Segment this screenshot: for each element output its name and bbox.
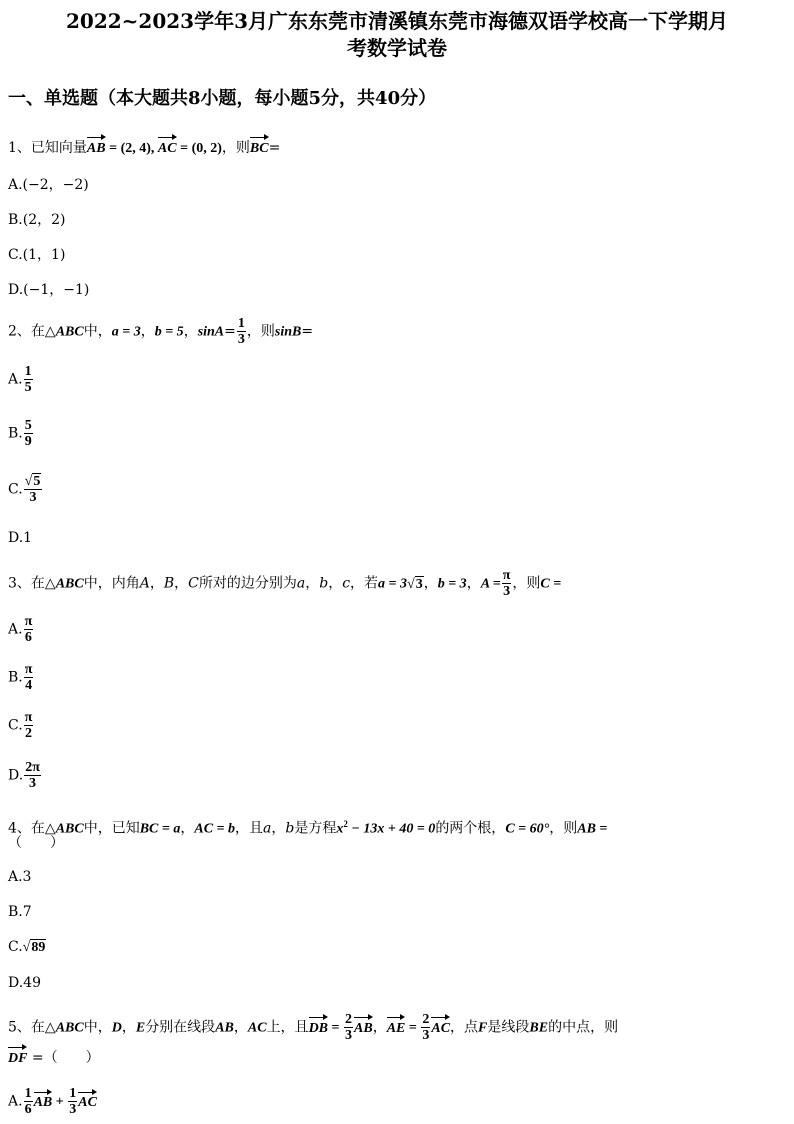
separator: ， <box>233 1019 248 1036</box>
fraction-denominator: 3 <box>29 490 37 505</box>
triangle-name: ABC <box>55 324 84 340</box>
vector-ab: AB <box>354 1014 373 1038</box>
triangle-name: ABC <box>55 821 84 837</box>
option-a <box>8 364 34 395</box>
condition-b: b = 3 <box>437 576 467 592</box>
separator: ， <box>183 323 198 340</box>
fraction-denominator: 9 <box>24 434 32 449</box>
question-4 <box>8 815 607 839</box>
fraction <box>24 614 34 645</box>
fraction-denominator: 3 <box>422 1028 430 1043</box>
option-c <box>8 710 34 741</box>
equals-sign: = <box>405 1020 421 1036</box>
question-text: ，则 <box>246 323 275 340</box>
option-label: B. <box>8 669 23 686</box>
separator: ， <box>466 575 481 592</box>
fraction <box>502 568 512 599</box>
question-text: 中， <box>83 1019 112 1036</box>
question-text: ，则 <box>549 820 578 837</box>
condition-a: a = 3 <box>378 576 408 592</box>
fraction-denominator: 3 <box>69 1102 77 1117</box>
option-c: C.(1，1) <box>8 247 66 263</box>
option-b <box>8 418 34 449</box>
condition-ac: AC = b <box>194 821 236 837</box>
option-d <box>8 760 42 791</box>
fraction-denominator: 6 <box>24 1102 32 1117</box>
fraction <box>24 418 33 449</box>
section-heading: 一、单选题（本大题共8小题，每小题5分，共40分） <box>8 88 437 109</box>
answer-paren: =（ ） <box>27 1050 100 1066</box>
option-b <box>8 662 34 693</box>
question-text: 所对的边分别为 <box>198 575 297 592</box>
question-number: 5、 <box>8 1019 31 1036</box>
question-text: 在△ <box>30 1019 56 1036</box>
vector-db: DB <box>309 1014 328 1038</box>
option-d: D.49 <box>8 975 41 991</box>
side-b: b <box>319 575 329 592</box>
exponent: 2 <box>343 819 348 829</box>
fraction-numerator: π <box>24 614 33 629</box>
segment-be: BE <box>529 1020 549 1036</box>
segment-ac: AC <box>247 1020 267 1036</box>
condition-a: a = 3 <box>111 324 141 340</box>
separator: ， <box>180 820 195 837</box>
fraction-numerator: π <box>502 568 511 583</box>
question-number: 3、 <box>8 575 31 592</box>
question-text: = <box>268 140 281 156</box>
question-number: 1、 <box>8 140 31 156</box>
question-3 <box>8 568 561 599</box>
fraction-numerator: 1 <box>237 316 245 331</box>
equation-rest: − 13x + 40 = 0 <box>347 821 436 837</box>
question-text: ，且 <box>235 820 264 837</box>
question-number: 4、 <box>8 820 31 837</box>
separator: ， <box>328 575 343 592</box>
radicand: 5 <box>33 474 41 489</box>
question-number: 2、 <box>8 323 31 340</box>
radicand: 89 <box>31 940 46 955</box>
option-a <box>8 1086 97 1117</box>
question-text: ，则 <box>221 140 250 156</box>
option-d: D.(−1，−1) <box>8 282 90 298</box>
fraction-numerator: π <box>24 710 33 725</box>
fraction-numerator <box>24 474 43 490</box>
condition-angle-a: A = <box>480 576 501 592</box>
question-text: 是方程 <box>294 820 337 837</box>
fraction-denominator: 3 <box>503 584 511 599</box>
fraction-numerator: 2 <box>422 1012 430 1027</box>
fraction-numerator: 1 <box>69 1086 77 1101</box>
fraction-denominator: 5 <box>24 380 32 395</box>
option-b: B.7 <box>8 904 32 920</box>
question-2 <box>8 316 313 347</box>
vector-ab: AB <box>34 1089 53 1111</box>
fraction-numerator: π <box>24 662 33 677</box>
condition-b: b = 5 <box>154 324 184 340</box>
question-1 <box>8 134 280 158</box>
question-text: 的中点，则 <box>548 1019 619 1036</box>
side-c: c <box>342 575 351 592</box>
equals-sign: = <box>328 1020 343 1036</box>
vector-ae: AE <box>387 1014 406 1038</box>
option-c <box>8 474 43 505</box>
separator: ， <box>271 820 286 837</box>
option-label: B. <box>8 425 23 442</box>
fraction <box>344 1012 353 1043</box>
question-text: 在△ <box>30 323 56 340</box>
fraction-numerator: 1 <box>24 1086 32 1101</box>
fraction <box>24 662 34 693</box>
fraction-numerator: 2π <box>25 760 40 775</box>
condition-angle-c: C = 60° <box>505 821 550 837</box>
side-a: a <box>296 575 306 592</box>
fraction <box>24 1086 33 1117</box>
question-text: 中，已知 <box>83 820 140 837</box>
point-e: E <box>135 1020 146 1036</box>
vector-bc: BC <box>250 134 269 158</box>
equals-sign: = <box>224 323 236 340</box>
angle-a: A <box>139 575 150 592</box>
question-text: 已知向量 <box>30 140 87 156</box>
question-5 <box>8 1012 618 1043</box>
variable-b: b <box>285 820 295 837</box>
question-text: 分别在线段 <box>145 1019 216 1036</box>
target-angle-c: C = <box>540 576 562 592</box>
fraction <box>68 1086 77 1117</box>
question-text: 在△ <box>30 820 56 837</box>
question-text: 在△ <box>30 575 56 592</box>
fraction-numerator: 2 <box>345 1012 352 1027</box>
option-d: D.1 <box>8 530 33 546</box>
fraction <box>421 1012 430 1043</box>
separator: ， <box>423 575 438 592</box>
plus-sign: + <box>52 1094 68 1110</box>
option-label: D. <box>8 767 24 784</box>
option-label: C. <box>8 717 23 734</box>
point-d: D <box>111 1020 122 1036</box>
square-root: √3 <box>407 576 423 592</box>
vector-ac: AC <box>78 1089 97 1111</box>
separator: ， <box>149 575 164 592</box>
vector-ac: AC <box>431 1014 450 1038</box>
equals-sign: = <box>301 323 314 340</box>
fraction-numerator: 1 <box>24 364 32 379</box>
sin-a: sinA <box>197 324 225 340</box>
answer-paren: （ ） <box>8 835 64 851</box>
condition-bc: BC = a <box>139 821 181 837</box>
triangle-name: ABC <box>55 576 84 592</box>
separator: ， <box>140 323 155 340</box>
question-text: ，若 <box>350 575 379 592</box>
exam-title-line2: 考数学试卷 <box>347 36 447 60</box>
exam-title-line1: 2022~2023学年3月广东东莞市清溪镇东莞市海德双语学校高一下学期月 <box>65 9 728 33</box>
fraction-denominator: 3 <box>237 332 245 347</box>
fraction-denominator: 3 <box>29 776 37 791</box>
equation-part: = (2, 4), <box>105 141 158 156</box>
vector-df: DF <box>8 1044 27 1068</box>
separator: ， <box>121 1019 136 1036</box>
target-ab: AB = <box>577 821 608 837</box>
angle-c: C <box>188 575 199 592</box>
radicand: 3 <box>415 576 423 592</box>
fraction-denominator: 2 <box>25 726 32 741</box>
variable-a: a <box>263 820 272 837</box>
point-f: F <box>478 1020 488 1036</box>
option-label: C. <box>8 481 23 498</box>
square-root: √5 <box>24 474 41 489</box>
option-a: A.3 <box>8 869 32 885</box>
equation-variable: x <box>336 821 344 837</box>
fraction <box>24 760 41 791</box>
question-text: ，点 <box>450 1019 479 1036</box>
option-label: A. <box>8 371 23 388</box>
separator: ， <box>305 575 320 592</box>
fraction-denominator: 4 <box>25 678 33 693</box>
fraction <box>24 474 43 505</box>
question-text: 的两个根， <box>435 820 506 837</box>
equation-part: = (0, 2) <box>176 141 222 156</box>
fraction-numerator: 5 <box>24 418 32 433</box>
question-text: 上，且 <box>266 1019 309 1036</box>
separator: ， <box>174 575 189 592</box>
option-label: A. <box>8 1093 23 1110</box>
square-root: √89 <box>22 940 46 955</box>
fraction <box>24 710 34 741</box>
question-text: ，则 <box>512 575 541 592</box>
segment-ab: AB <box>215 1020 234 1036</box>
option-a: A.(−2，−2) <box>8 177 89 193</box>
question-5-continued <box>8 1044 100 1068</box>
fraction-denominator: 6 <box>24 630 32 645</box>
question-text: 是线段 <box>487 1019 530 1036</box>
option-label: C. <box>8 939 23 955</box>
angle-b: B <box>163 575 175 592</box>
vector-ab: AB <box>87 134 106 158</box>
option-c <box>8 939 46 956</box>
sin-b: sinB <box>274 324 302 340</box>
option-a <box>8 614 34 645</box>
fraction-denominator: 3 <box>345 1028 352 1043</box>
question-text: 中，内角 <box>83 575 140 592</box>
fraction <box>24 364 33 395</box>
fraction <box>237 316 246 347</box>
option-label: A. <box>8 621 23 638</box>
triangle-name: ABC <box>55 1020 84 1036</box>
question-text: 中， <box>83 323 112 340</box>
option-b: B.(2，2) <box>8 212 66 228</box>
separator: ， <box>372 1019 387 1036</box>
vector-ac: AC <box>158 134 177 158</box>
